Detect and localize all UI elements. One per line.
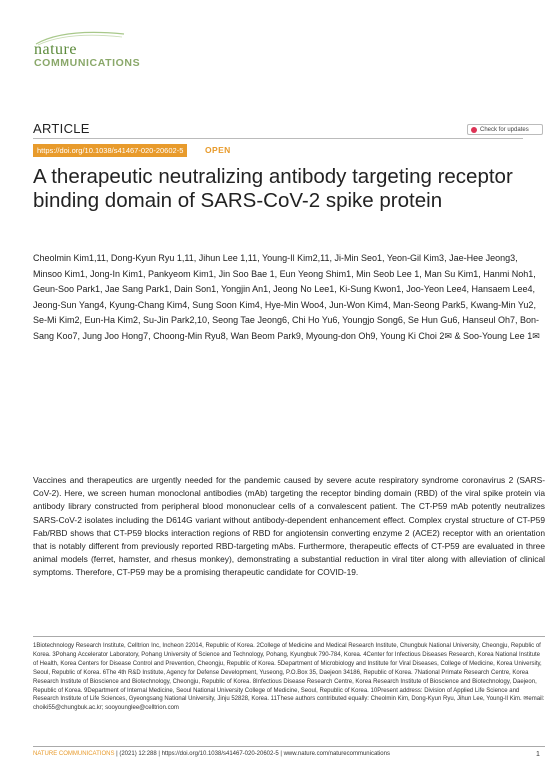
page-number: 1 bbox=[536, 751, 540, 758]
section-label: ARTICLE bbox=[33, 121, 90, 136]
divider bbox=[33, 138, 523, 139]
journal-name-bottom: COMMUNICATIONS bbox=[34, 57, 141, 69]
check-updates-button[interactable] bbox=[467, 124, 543, 135]
footer-citation[interactable]: | (2021) 12:288 | https://doi.org/10.1038/s41467-020-20602-5 | www.nature.com/naturecommunications bbox=[116, 751, 390, 757]
abstract: Vaccines and therapeutics are urgently needed for the pandemic caused by severe acute respiratory syndrome coronavirus 2 (SARS-CoV-2). Here, we screen human monoclonal antibodies (mAb) targeting the receptor binding domain (RBD) of the viral spike protein via antibody library constructed from peripheral blood mononuclear cells of a convalescent patient. The CT-P59 mAb potently neutralizes SARS-CoV-2 isolates including the D614G variant without antibody-dependent enhancement effect. Complex crystal structure of CT-P59 Fab/RBD shows that CT-P59 blocks interaction regions of RBD for angiotensin converting enzyme 2 (ACE2) receptor with an orientation that is notably different from previously reported RBD-targeting mAbs. Furthermore, therapeutic effects of CT-P59 are evaluated in three animal models (ferret, hamster, and rhesus monkey), demonstrating a substantial reduction in viral titer along with alleviation of clinical symptoms. Therefore, CT-P59 may be a promising therapeutic candidate for COVID-19. bbox=[33, 475, 545, 578]
divider bbox=[33, 636, 545, 637]
divider bbox=[33, 746, 545, 747]
update-icon bbox=[471, 127, 477, 133]
page-footer bbox=[33, 751, 545, 757]
footer-journal: NATURE COMMUNICATIONS bbox=[33, 751, 115, 757]
open-access-label: OPEN bbox=[205, 145, 231, 155]
journal-name-top: nature bbox=[34, 41, 77, 58]
journal-logo bbox=[32, 28, 162, 70]
doi-link[interactable]: https://doi.org/10.1038/s41467-020-20602-5 bbox=[33, 144, 187, 157]
check-updates-label: Check for updates bbox=[480, 126, 529, 133]
article-title: A therapeutic neutralizing antibody targeting receptor binding domain of SARS-CoV-2 spike protein bbox=[33, 165, 513, 212]
affiliations: 1Biotechnology Research Institute, Celltrion Inc, Incheon 22014, Republic of Korea. 2College of Medicine and Medical Research Institute, Chungbuk National University, Cheongju, Republic of Korea. 3Pohang Accelerator Laboratory, Pohang University of Science and Technology, Pohang, Kyungbuk 790-784, Korea. 4Center for Infectious Diseases Research, Korea National Institute of Health, Korea Centers for Disease Control and Prevention, Cheongju, Republic of Korea. 5Department of Microbiology and Institute for Viral Diseases, College of Medicine, Korea University, Seoul, Republic of Korea. 6The 4th R&D Institute, Agency for Defense Development, Yuseong, P.O.Box 35, Daejeon 34186, Republic of Korea. 7National Primate Research Centre, Korea Research Institute of Bioscience and Biotechnology, Cheongju, Republic of Korea. 8Infectious Disease Research Centre, Korea Research Institute of Bioscience and Biotechnology, Daejeon, Republic of Korea. 9Department of Internal Medicine, Seoul National University College of Medicine, Seoul, Republic of Korea. 10Present address: Division of Applied Life Science and Research Institute of Life Sciences, Gyeongsang National University, Jinju 52828, Korea. 11These authors contributed equally: Cheolmin Kim, Dong-Kyun Ryu, Jihun Lee, Young-Il Kim. ✉email: choiki55@chungbuk.ac.kr; sooyounglee@celltrion.com bbox=[33, 643, 545, 712]
author-list: Cheolmin Kim1,11, Dong-Kyun Ryu 1,11, Jihun Lee 1,11, Young-Il Kim2,11, Ji-Min Seo1, Yeon-Gil Kim3, Jae-Hee Jeong3, Minsoo Kim1, Jong-In Kim1, Pankyeom Kim1, Jin Soo Bae 1, Eun Yeong Shim1, Min Seob Lee 1, Man Su Kim1, Hanmi Noh1, Geun-Soo Park1, Jae Sang Park1, Dain Son1, Yongjin An1, Jeong No Lee1, Ki-Sung Kwon1, Joo-Yeon Lee4, Hansaem Lee4, Jeong-Sun Yang4, Kyung-Chang Kim4, Sung Soon Kim4, Hye-Min Woo4, Jun-Won Kim4, Man-Seong Park5, Kwang-Min Yu2, Se-Mi Kim2, Eun-Ha Kim2, Su-Jin Park2,10, Seong Tae Jeong6, Chi Ho Yu6, Youngjo Song6, Se Hun Gu6, Hanseul Oh7, Bon-Sang Koo7, Jung Joo Hong7, Choong-Min Ryu8, Wan Beom Park9, Myoung-don Oh9, Young Ki Choi 2✉ & Soo-Young Lee 1✉ bbox=[33, 253, 540, 341]
